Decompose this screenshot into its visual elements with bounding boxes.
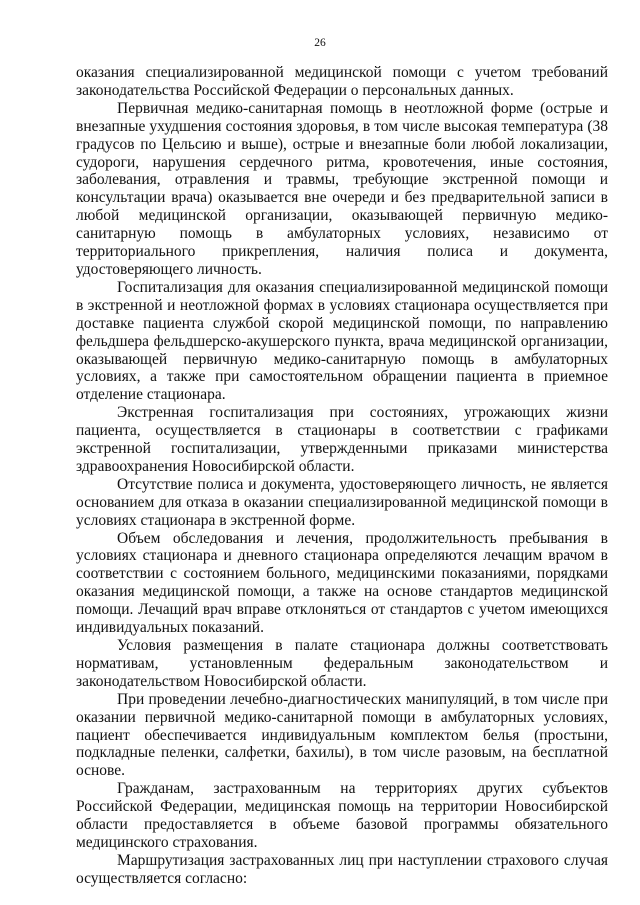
document-body <box>76 64 608 888</box>
paragraph-4: Экстренная госпитализация при состояниях, угрожающих жизни пациента, осуществляется в стационары в соответствии с графиками экстренной госпитализации, утвержденными приказами министерства здравоохранения Новосибирской области. <box>76 404 608 475</box>
paragraph-3: Госпитализация для оказания специализированной медицинской помощи в экстренной и неотложной формах в условиях стационара осуществляется при доставке пациента службой скорой медицинской помощи, по направлению фельдшера фельдшерско-акушерского пункта, врача медицинской организации, оказывающей первичную медико-санитарную помощь в амбулаторных условиях, а также при самостоятельном обращении пациента в приемное отделение стационара. <box>76 278 608 404</box>
paragraph-10: Маршрутизация застрахованных лиц при наступлении страхового случая осуществляется согласно: <box>76 851 608 887</box>
paragraph-5: Отсутствие полиса и документа, удостоверяющего личность, не является основанием для отказа в оказании специализированной медицинской помощи в условиях стационара в экстренной форме. <box>76 475 608 529</box>
page-number: 26 <box>314 37 326 49</box>
paragraph-6: Объем обследования и лечения, продолжительность пребывания в условиях стационара и дневного стационара определяются лечащим врачом в соответствии с состоянием больного, медицинскими показаниями, порядками оказания медицинской помощи, а также на основе стандартов медицинской помощи. Лечащий врач вправе отклоняться от стандартов с учетом имеющихся индивидуальных показаний. <box>76 529 608 637</box>
paragraph-2: Первичная медико-санитарная помощь в неотложной форме (острые и внезапные ухудшения состояния здоровья, в том числе высокая температура (38 градусов по Цельсию и выше), острые и внезапные боли любой локализации, судороги, нарушения сердечного ритма, кровотечения, иные состояния, заболевания, отравления и травмы, требующие экстренной помощи и консультации врача) оказывается вне очереди и без предварительной записи в любой медицинской организации, оказывающей первичную медико-санитарную помощь в амбулаторных условиях, независимо от территориального прикрепления, наличия полиса и документа, удостоверяющего личность. <box>76 99 608 278</box>
paragraph-7: Условия размещения в палате стационара должны соответствовать нормативам, установленным федеральным законодательством и законодательством Новосибирской области. <box>76 637 608 690</box>
paragraph-1: оказания специализированной медицинской помощи с учетом требований законодательства Российской Федерации о персональных данных. <box>76 64 608 99</box>
paragraph-8: При проведении лечебно-диагностических манипуляций, в том числе при оказании первичной медико-санитарной помощи в амбулаторных условиях, пациент обеспечивается индивидуальным комплектом белья (простыни, подкладные пеленки, салфетки, бахилы), в том числе разовым, на бесплатной основе. <box>76 690 608 780</box>
paragraph-9: Гражданам, застрахованным на территориях других субъектов Российской Федерации, медицинская помощь на территории Новосибирской области предоставляется в объеме базовой программы обязательного медицинского страхования. <box>76 780 608 851</box>
